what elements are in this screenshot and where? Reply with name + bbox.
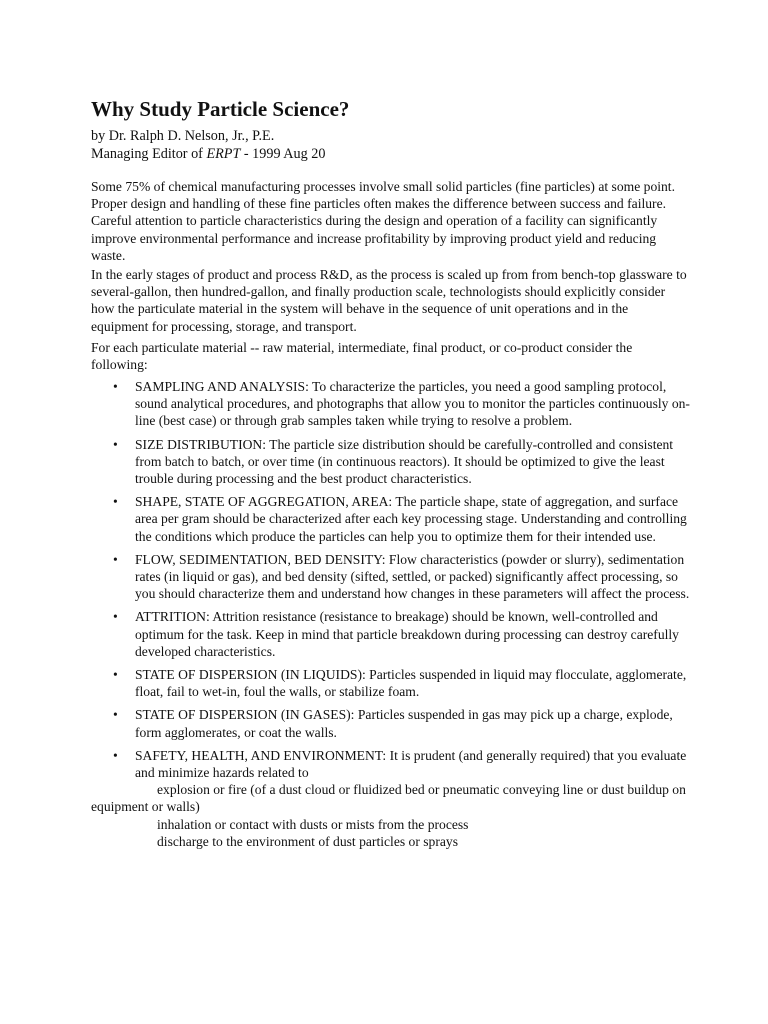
paragraph-intro: Some 75% of chemical manufacturing processes involve small solid particles (fine particles) at some point. Proper design and handling of these fine particles often makes the difference between success and failure. Careful attention to particle characteristics during the design and operation of a facility can significantly improve environmental performance and increase profitability by improving product yield and reducing waste.	[91, 179, 675, 263]
list-item-dispersion-gases	[91, 706, 691, 740]
list-item-size-distribution	[91, 436, 691, 488]
publication-name: ERPT	[206, 146, 241, 162]
list-item-text: SHAPE, STATE OF AGGREGATION, AREA: The particle shape, state of aggregation, and surface area per gram should be characterized after each key processing stage. Understanding and controlling the conditions which produce the particles can help you to optimize them for their intended use.	[135, 494, 687, 544]
list-item-text: STATE OF DISPERSION (IN GASES): Particles suspended in gas may pick up a charge, explode, form agglomerates, or coat the walls.	[135, 707, 673, 740]
byline	[91, 127, 325, 163]
author-line: by Dr. Ralph D. Nelson, Jr., P.E.	[91, 128, 275, 144]
list-item-safety	[91, 747, 691, 850]
list-item-text: STATE OF DISPERSION (IN LIQUIDS): Particles suspended in liquid may flocculate, agglomerate, float, fail to wet-in, foul the walls, or stabilize foam.	[135, 667, 687, 700]
hazard-item-inhalation	[91, 816, 691, 833]
hazard-text: discharge to the environment of dust particles or sprays	[157, 833, 459, 849]
list-item-text: FLOW, SEDIMENTATION, BED DENSITY: Flow characteristics (powder or slurry), sedimentation rates (in liquid or gas), and bed density (sifted, settled, or packed) significantly affect processing, so you should characterize them and understand how changes in these parameters will affect the process.	[135, 551, 690, 602]
hazard-item-discharge	[91, 833, 691, 850]
hazard-list	[91, 781, 691, 850]
list-item-attrition	[91, 608, 691, 660]
bullet-icon: •	[113, 667, 118, 683]
list-item-shape	[91, 493, 691, 545]
bullet-icon: •	[113, 494, 118, 510]
list-item-dispersion-liquids	[91, 666, 691, 700]
publication-date: - 1999 Aug 20	[240, 146, 326, 162]
bullet-icon: •	[113, 707, 118, 723]
hazard-text: explosion or fire (of a dust cloud or fluidized bed or pneumatic conveying line or dust buildup on equipment or walls)	[91, 782, 686, 815]
bullet-icon: •	[113, 609, 118, 625]
list-item-text: SIZE DISTRIBUTION: The particle size distribution should be carefully-controlled and consistent from batch to batch, or over time (in continuous reactors). It should be optimized to give the least trouble during processing and the best product characteristics.	[135, 436, 674, 487]
bullet-icon: •	[113, 747, 118, 763]
list-item-text: ATTRITION: Attrition resistance (resistance to breakage) should be known, well-controlled and optimum for the task. Keep in mind that particle breakdown during processing can destroy carefully developed characteristics.	[135, 609, 679, 659]
hazard-text: inhalation or contact with dusts or mists from the process	[157, 816, 469, 832]
paragraph-scale-up: In the early stages of product and process R&D, as the process is scaled up from from bench-top glassware to several-gallon, then hundred-gallon, and finally production scale, technologists should explicitly consider how the particulate material in the system will behave in the sequence of unit operations and in the equipment for processing, storage, and transport.	[91, 267, 687, 334]
list-item-sampling	[91, 378, 691, 430]
article-title: Why Study Particle Science?	[91, 97, 350, 121]
bullet-icon: •	[113, 379, 118, 394]
editor-line	[91, 145, 325, 163]
considerations-list	[91, 378, 691, 856]
list-item-text: SAMPLING AND ANALYSIS: To characterize the particles, you need a good sampling protocol, sound analytical procedures, and photographs that allow you to monitor the particles continuously on-line (best case) or through grab samples taken while trying to resolve a problem.	[135, 379, 690, 429]
editor-prefix: Managing Editor of	[91, 146, 207, 162]
paragraph-consider: For each particulate material -- raw material, intermediate, final product, or co-product consider the following:	[91, 340, 633, 373]
hazard-item-explosion	[91, 781, 691, 815]
bullet-icon: •	[113, 551, 118, 567]
list-item-text: SAFETY, HEALTH, AND ENVIRONMENT: It is prudent (and generally required) that you evaluate and minimize hazards related to	[135, 747, 687, 781]
bullet-icon: •	[113, 436, 118, 452]
list-item-flow	[91, 551, 691, 603]
